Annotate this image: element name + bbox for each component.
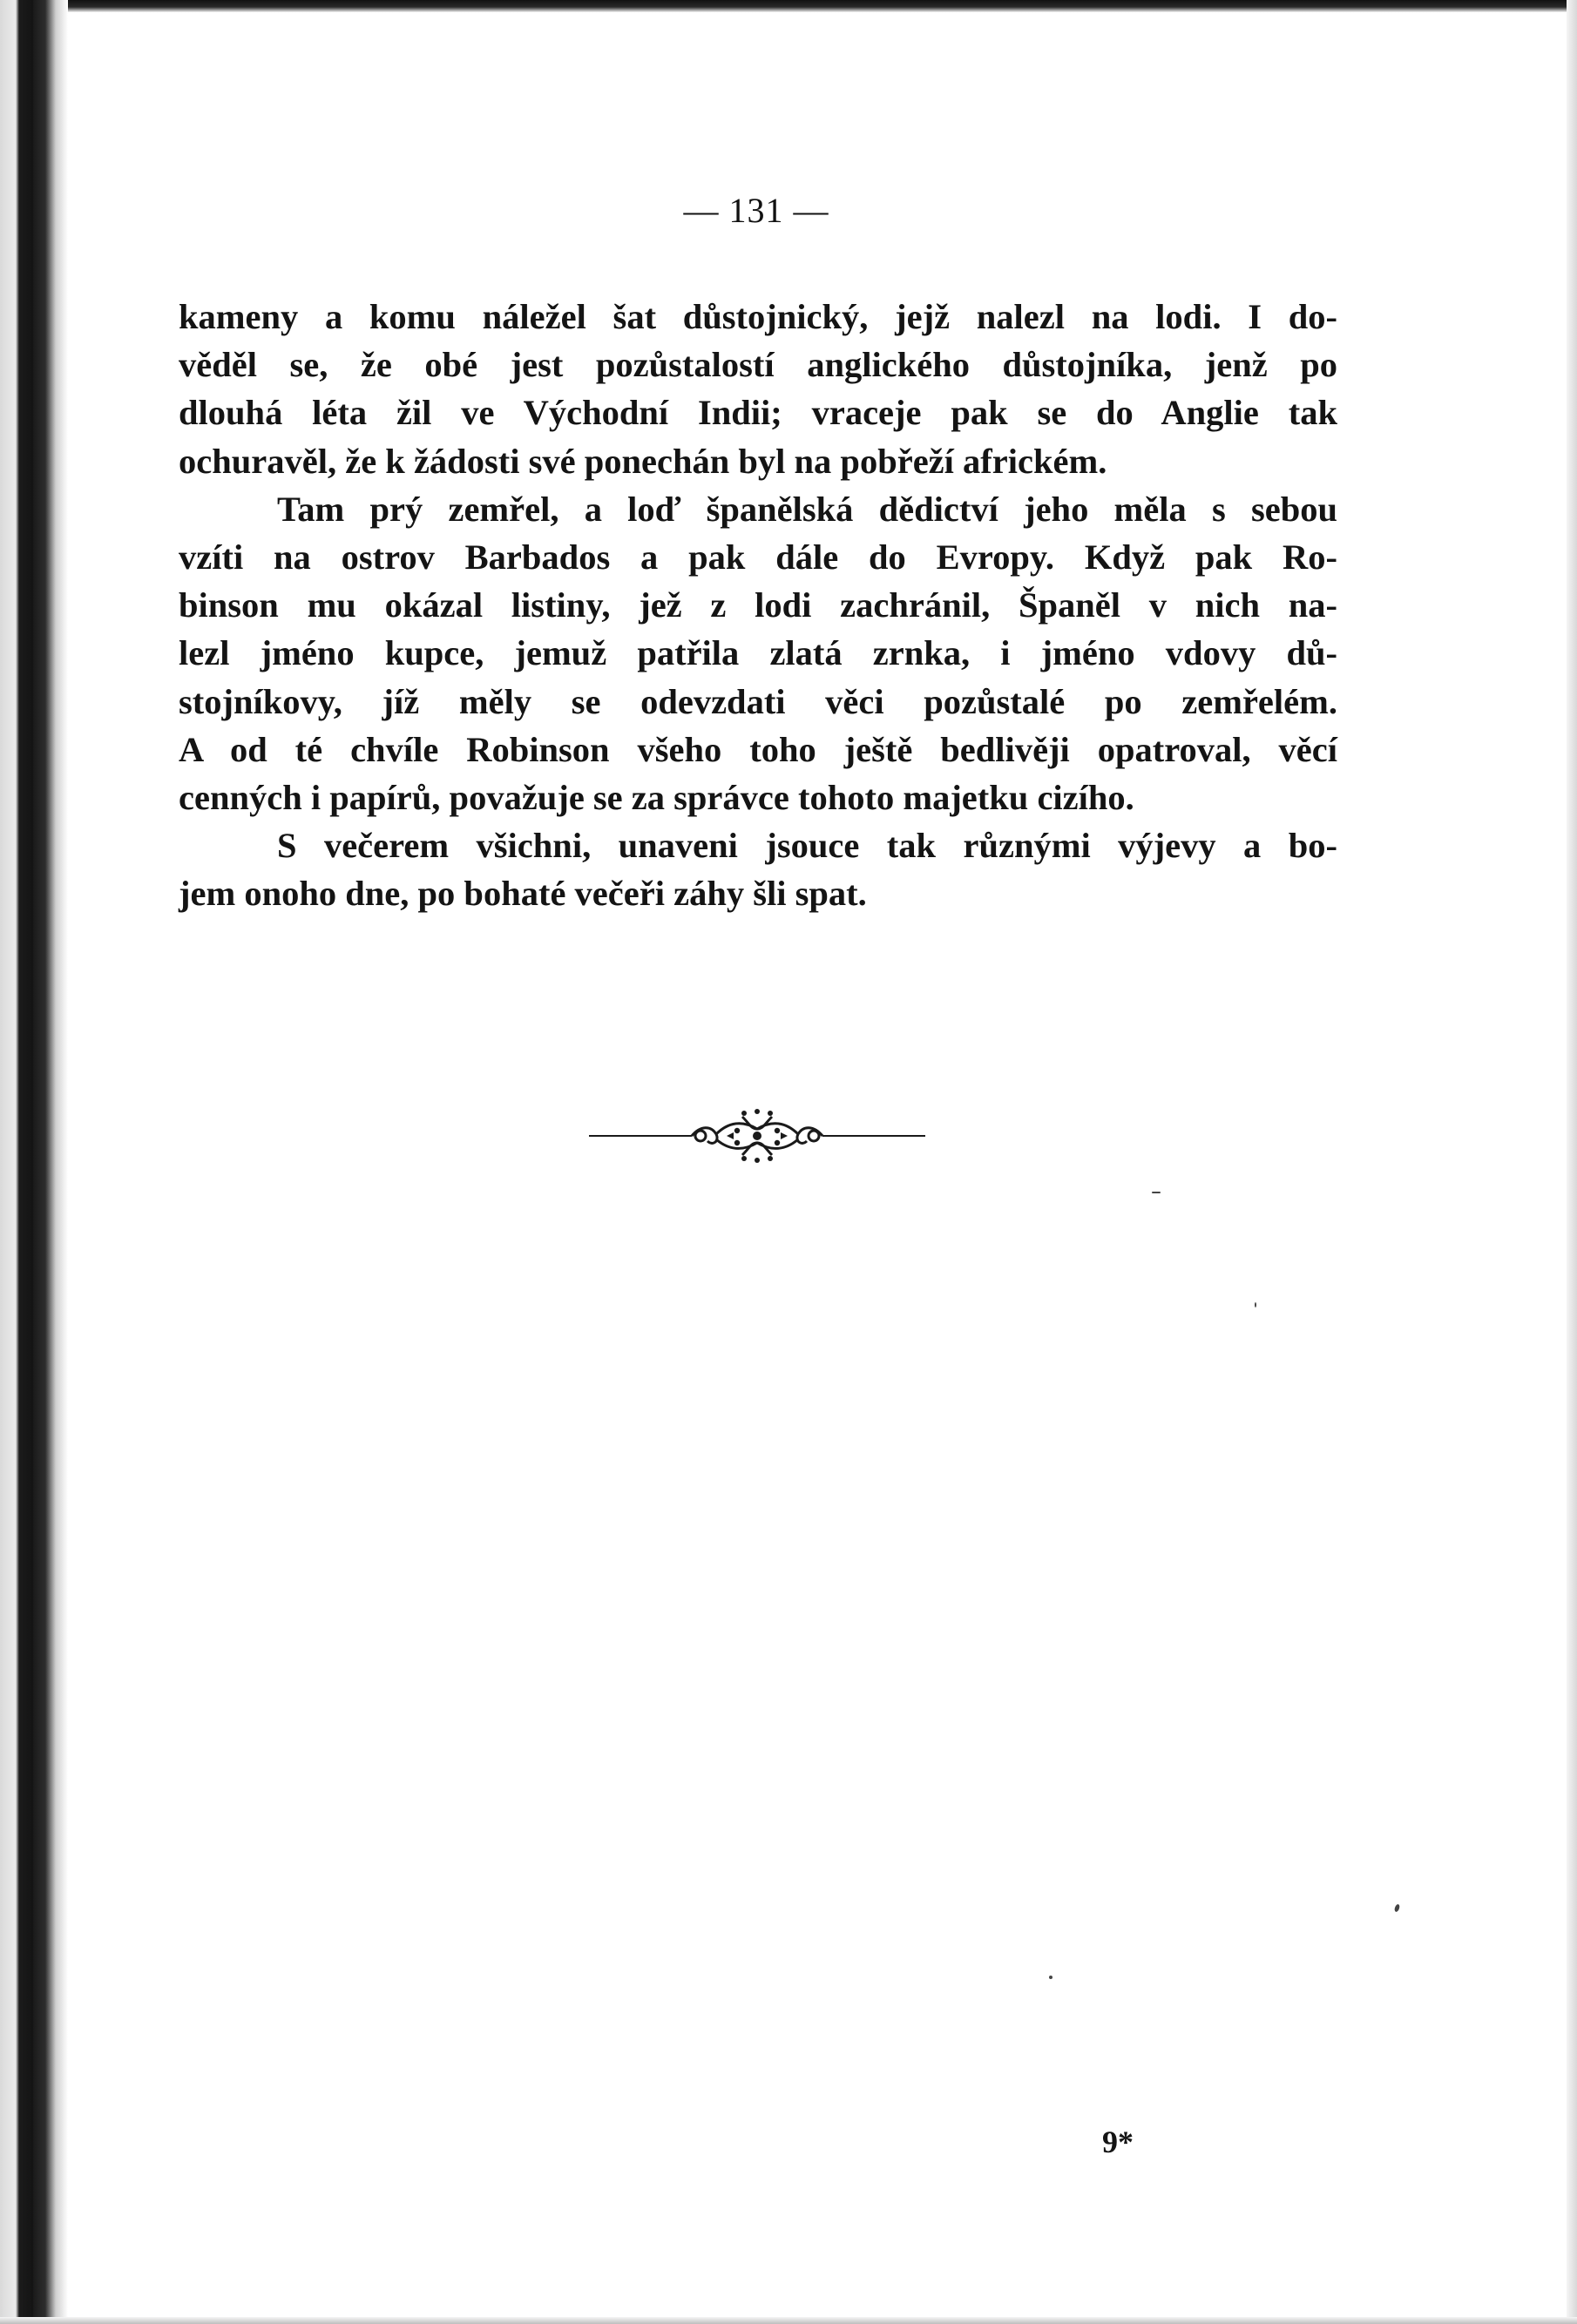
text-line: binson mu okázal listiny, jež z lodi zachránil, Španěl v nich na- <box>179 585 1337 625</box>
scan-edge-left-shadow <box>33 0 68 2324</box>
text-line: kameny a komu náležel šat důstojnický, jejž nalezl na lodi. I do- <box>179 297 1337 336</box>
scan-edge-left <box>0 0 37 2324</box>
text-line: Tam prý zemřel, a loď španělská dědictví jeho měla s sebou <box>277 489 1337 529</box>
text-line: stojníkovy, jíž měly se odevzdati věci pozůstalé po zemřelém. <box>179 681 1337 721</box>
text-line: A od té chvíle Robinson všeho toho ještě bedlivěji opatroval, věcí <box>179 729 1337 769</box>
text-line: dlouhá léta žil ve Východní Indii; vraceje pak se do Anglie tak <box>179 393 1337 433</box>
text-line: lezl jméno kupce, jemuž patřila zlatá zrnka, i jméno vdovy dů- <box>179 633 1337 673</box>
page-number: — 131 — <box>683 191 829 230</box>
scan-speck <box>1255 1302 1256 1307</box>
text-line: věděl se, že obé jest pozůstalostí anglického důstojníka, jenž po <box>179 345 1337 385</box>
text-line: jem onoho dne, po bohaté večeři záhy šli spat. <box>179 874 867 914</box>
scan-edge-right <box>1567 0 1577 2324</box>
text-line: vzíti na ostrov Barbados a pak dále do Evropy. Když pak Ro- <box>179 537 1337 578</box>
signature-mark: 9* <box>1102 2125 1134 2159</box>
scan-edge-top <box>0 0 1577 12</box>
text-line: S večerem všichni, unaveni jsouce tak různými výjevy a bo- <box>277 826 1337 866</box>
scan-speck <box>1394 1903 1401 1912</box>
text-line: ochuravěl, že k žádosti své ponechán byl na pobřeží africkém. <box>179 441 1107 481</box>
body-text <box>179 293 1337 918</box>
scan-edge-bottom <box>0 2317 1577 2324</box>
floral-divider-icon <box>589 1105 925 1167</box>
scan-speck <box>1152 1192 1161 1193</box>
scan-speck <box>1049 1976 1052 1979</box>
text-line: cenných i papírů, považuje se za správce tohoto majetku cizího. <box>179 778 1134 818</box>
